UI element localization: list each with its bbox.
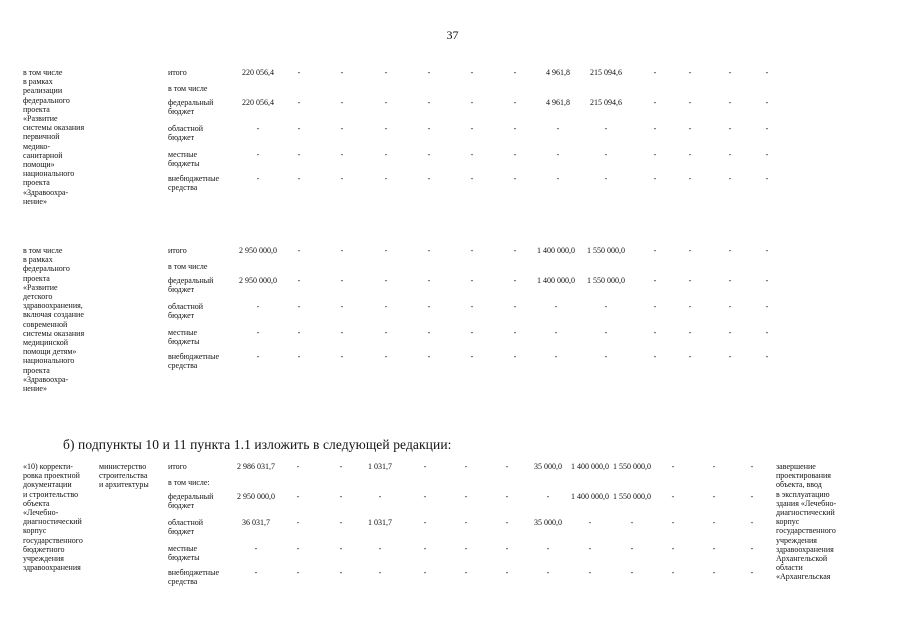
amount-cell: - (513, 98, 517, 107)
amount-cell: 1 400 000,0 (571, 462, 609, 471)
amount-cell: - (297, 352, 301, 361)
amount-cell: - (427, 150, 431, 159)
amount-cell: - (297, 174, 301, 183)
amount-cell: - (604, 352, 608, 361)
amount-cell: - (464, 568, 468, 577)
amount-cell: - (384, 246, 388, 255)
row-description: в том числе в рамках федерального проекта «Развитие детского здравоохранения, включая создание современной системы оказания медицинской помощи детям» национального проекта «Здравоохра- нение» (23, 246, 85, 394)
amount-cell: - (513, 68, 517, 77)
amount-cell: - (384, 150, 388, 159)
amount-cell: - (546, 544, 550, 553)
amount-cell: - (296, 518, 300, 527)
amount-cell: - (297, 98, 301, 107)
table-row (0, 150, 905, 172)
amount-cell: - (765, 276, 769, 285)
amount-cell: - (339, 518, 343, 527)
amount-cell: - (297, 246, 301, 255)
amount-cell: - (464, 492, 468, 501)
amount-cell: 1 031,7 (368, 462, 392, 471)
amount-cell: - (653, 246, 657, 255)
amount-cell: - (765, 246, 769, 255)
amount-cell: - (340, 150, 344, 159)
amount-cell: - (688, 98, 692, 107)
amount-cell: - (423, 462, 427, 471)
amount-cell: - (470, 68, 474, 77)
amount-cell: - (513, 150, 517, 159)
funding-source-label: местные бюджеты (168, 150, 200, 169)
amount-cell: - (765, 328, 769, 337)
amount-cell: - (765, 150, 769, 159)
amount-cell: - (728, 352, 732, 361)
amount-cell: - (728, 174, 732, 183)
amount-cell: - (340, 246, 344, 255)
amount-cell: - (505, 518, 509, 527)
amount-cell: 215 094,6 (590, 68, 622, 77)
amount-cell: - (296, 492, 300, 501)
responsible-organization: министерство строительства и архитектуры (99, 462, 149, 490)
funding-source-label: итого (168, 68, 187, 77)
amount-cell: - (427, 276, 431, 285)
amount-cell: - (653, 68, 657, 77)
table-row (0, 302, 905, 324)
amount-cell: - (671, 544, 675, 553)
table-row (0, 568, 905, 590)
amount-cell: - (728, 302, 732, 311)
amount-cell: 2 950 000,0 (239, 276, 277, 285)
amount-cell: - (688, 328, 692, 337)
amount-cell: - (423, 544, 427, 553)
amount-cell: 4 961,8 (546, 68, 570, 77)
page-number: 37 (446, 28, 459, 42)
amount-cell: - (297, 68, 301, 77)
amount-cell: 220 056,4 (242, 98, 274, 107)
amount-cell: - (630, 518, 634, 527)
amount-cell: 36 031,7 (242, 518, 270, 527)
amount-cell: - (688, 150, 692, 159)
amount-cell: - (513, 328, 517, 337)
amount-cell: - (340, 174, 344, 183)
amount-cell: - (688, 124, 692, 133)
amount-cell: - (513, 246, 517, 255)
amount-cell: - (470, 302, 474, 311)
funding-source-label: федеральный бюджет (168, 98, 214, 117)
amount-cell: - (728, 276, 732, 285)
amount-cell: - (427, 68, 431, 77)
amount-cell: - (297, 124, 301, 133)
amount-cell: - (712, 568, 716, 577)
amount-cell: - (384, 302, 388, 311)
amount-cell: - (256, 302, 260, 311)
amount-cell: - (653, 328, 657, 337)
amount-cell: - (653, 302, 657, 311)
amount-cell: - (728, 150, 732, 159)
amount-cell: - (750, 544, 754, 553)
amount-cell: - (296, 568, 300, 577)
amount-cell: - (765, 124, 769, 133)
amount-cell: - (653, 98, 657, 107)
amount-cell: - (427, 352, 431, 361)
amount-cell: - (688, 68, 692, 77)
amount-cell: - (378, 568, 382, 577)
amount-cell: - (728, 124, 732, 133)
amount-cell: 2 950 000,0 (237, 492, 275, 501)
amount-cell: - (546, 492, 550, 501)
amount-cell: - (339, 544, 343, 553)
amount-cell: - (653, 352, 657, 361)
amount-cell: - (688, 276, 692, 285)
amount-cell: - (653, 150, 657, 159)
amount-cell: - (554, 352, 558, 361)
amount-cell: - (470, 174, 474, 183)
amount-cell: - (653, 124, 657, 133)
amount-cell: - (464, 518, 468, 527)
amount-cell: - (588, 518, 592, 527)
amount-cell: - (505, 544, 509, 553)
amount-cell: - (604, 174, 608, 183)
amount-cell: 1 550 000,0 (587, 276, 625, 285)
amount-cell: - (256, 352, 260, 361)
amount-cell: - (256, 174, 260, 183)
amount-cell: - (554, 328, 558, 337)
amount-cell: - (505, 568, 509, 577)
amount-cell: - (653, 174, 657, 183)
amount-cell: - (556, 124, 560, 133)
table-row (0, 174, 905, 196)
amount-cell: - (296, 544, 300, 553)
amount-cell: 35 000,0 (534, 518, 562, 527)
amount-cell: 220 056,4 (242, 68, 274, 77)
amount-cell: - (750, 518, 754, 527)
amount-cell: - (297, 302, 301, 311)
amount-cell: - (340, 302, 344, 311)
amount-cell: - (505, 462, 509, 471)
amount-cell: 1 550 000,0 (613, 462, 651, 471)
amount-cell: - (765, 302, 769, 311)
funding-source-label: в том числе (168, 84, 208, 93)
table-row (0, 352, 905, 374)
amount-cell: - (470, 98, 474, 107)
amount-cell: - (427, 124, 431, 133)
table-row (0, 518, 905, 540)
amount-cell: - (340, 352, 344, 361)
amount-cell: - (750, 462, 754, 471)
amount-cell: - (384, 352, 388, 361)
row-description: в том числе в рамках реализации федерального проекта «Развитие системы оказания первичной медико- санитарной помощи» национального проекта «Здравоохра- нение» (23, 68, 85, 206)
funding-source-label: областной бюджет (168, 302, 204, 321)
amount-cell: - (671, 492, 675, 501)
amount-cell: - (384, 124, 388, 133)
funding-source-label: в том числе: (168, 478, 210, 487)
funding-source-label: внебюджетные средства (168, 352, 219, 371)
amount-cell: 215 094,6 (590, 98, 622, 107)
amount-cell: - (423, 518, 427, 527)
amount-cell: - (339, 492, 343, 501)
amount-cell: - (384, 98, 388, 107)
amount-cell: - (297, 328, 301, 337)
amount-cell: - (604, 124, 608, 133)
amount-cell: - (427, 246, 431, 255)
amount-cell: - (339, 568, 343, 577)
amount-cell: 35 000,0 (534, 462, 562, 471)
funding-source-label: в том числе (168, 262, 208, 271)
amount-cell: - (588, 568, 592, 577)
amount-cell: - (513, 302, 517, 311)
amount-cell: - (427, 98, 431, 107)
amount-cell: - (384, 68, 388, 77)
table-row (0, 544, 905, 566)
amount-cell: - (384, 328, 388, 337)
amount-cell: - (556, 150, 560, 159)
amount-cell: - (671, 568, 675, 577)
amount-cell: - (765, 68, 769, 77)
amount-cell: - (340, 124, 344, 133)
amount-cell: - (750, 568, 754, 577)
amount-cell: - (513, 352, 517, 361)
amount-cell: 1 031,7 (368, 518, 392, 527)
amount-cell: 2 950 000,0 (239, 246, 277, 255)
table-block-child-health (0, 246, 905, 426)
amount-cell: - (340, 276, 344, 285)
expected-result: завершение проектирования объекта, ввод в эксплуатацию здания «Лечебно- диагностический корпус государственного учреждения здравоохранения Архангельской области «Архангельская (776, 462, 837, 582)
table-row (0, 276, 905, 298)
amount-cell: - (630, 568, 634, 577)
amount-cell: - (256, 150, 260, 159)
row-description: «10) корректи- ровка проектной документации и строительство объекта «Лечебно- диагностический корпус государственного бюджетного учреждения здравоохранения (23, 462, 83, 573)
amount-cell: - (671, 518, 675, 527)
amount-cell: - (604, 150, 608, 159)
amount-cell: - (728, 98, 732, 107)
amount-cell: - (765, 98, 769, 107)
table-block-item-10 (0, 462, 905, 632)
amount-cell: - (604, 302, 608, 311)
amount-cell: 2 986 031,7 (237, 462, 275, 471)
amount-cell: 1 550 000,0 (587, 246, 625, 255)
amount-cell: - (384, 174, 388, 183)
amount-cell: 1 550 000,0 (613, 492, 651, 501)
amount-cell: - (470, 352, 474, 361)
amount-cell: - (505, 492, 509, 501)
amount-cell: 1 400 000,0 (571, 492, 609, 501)
amount-cell: - (470, 276, 474, 285)
funding-source-label: местные бюджеты (168, 544, 200, 563)
amount-cell: - (765, 352, 769, 361)
table-row (0, 98, 905, 120)
amount-cell: - (427, 302, 431, 311)
amount-cell: - (427, 328, 431, 337)
amount-cell: - (588, 544, 592, 553)
amount-cell: - (712, 462, 716, 471)
funding-source-label: внебюджетные средства (168, 568, 219, 587)
amount-cell: - (378, 544, 382, 553)
amount-cell: - (556, 174, 560, 183)
funding-source-label: областной бюджет (168, 518, 204, 537)
amount-cell: - (712, 544, 716, 553)
amount-cell: - (546, 568, 550, 577)
amount-cell: - (513, 276, 517, 285)
amount-cell: - (423, 568, 427, 577)
amount-cell: - (254, 544, 258, 553)
table-row (0, 492, 905, 514)
amount-cell: - (630, 544, 634, 553)
amount-cell: - (470, 150, 474, 159)
amount-cell: - (340, 328, 344, 337)
amount-cell: - (671, 462, 675, 471)
funding-source-label: федеральный бюджет (168, 276, 214, 295)
amount-cell: - (378, 492, 382, 501)
amount-cell: - (297, 276, 301, 285)
amount-cell: - (470, 124, 474, 133)
amount-cell: - (340, 68, 344, 77)
amount-cell: - (712, 492, 716, 501)
amount-cell: 4 961,8 (546, 98, 570, 107)
amount-cell: - (470, 328, 474, 337)
amount-cell: - (464, 462, 468, 471)
amount-cell: - (688, 174, 692, 183)
amount-cell: - (765, 174, 769, 183)
funding-source-label: итого (168, 246, 187, 255)
funding-source-label: внебюджетные средства (168, 174, 219, 193)
amount-cell: - (470, 246, 474, 255)
amount-cell: - (513, 174, 517, 183)
amount-cell: - (340, 98, 344, 107)
table-row (0, 328, 905, 350)
amount-cell: 1 400 000,0 (537, 246, 575, 255)
funding-source-label: федеральный бюджет (168, 492, 214, 511)
amount-cell: - (653, 276, 657, 285)
section-heading: б) подпункты 10 и 11 пункта 1.1 изложить в следующей редакции: (63, 437, 452, 452)
amount-cell: - (604, 328, 608, 337)
amount-cell: - (728, 328, 732, 337)
table-block-primary-care (0, 68, 905, 238)
amount-cell: - (688, 352, 692, 361)
amount-cell: - (554, 302, 558, 311)
amount-cell: - (254, 568, 258, 577)
amount-cell: - (513, 124, 517, 133)
funding-source-label: местные бюджеты (168, 328, 200, 347)
amount-cell: - (464, 544, 468, 553)
amount-cell: - (384, 276, 388, 285)
amount-cell: 1 400 000,0 (537, 276, 575, 285)
amount-cell: - (712, 518, 716, 527)
amount-cell: - (688, 246, 692, 255)
funding-source-label: итого (168, 462, 187, 471)
amount-cell: - (256, 124, 260, 133)
table-row (0, 124, 905, 146)
amount-cell: - (427, 174, 431, 183)
amount-cell: - (728, 68, 732, 77)
amount-cell: - (256, 328, 260, 337)
amount-cell: - (296, 462, 300, 471)
amount-cell: - (297, 150, 301, 159)
amount-cell: - (728, 246, 732, 255)
funding-source-label: областной бюджет (168, 124, 204, 143)
amount-cell: - (688, 302, 692, 311)
amount-cell: - (423, 492, 427, 501)
amount-cell: - (339, 462, 343, 471)
amount-cell: - (750, 492, 754, 501)
